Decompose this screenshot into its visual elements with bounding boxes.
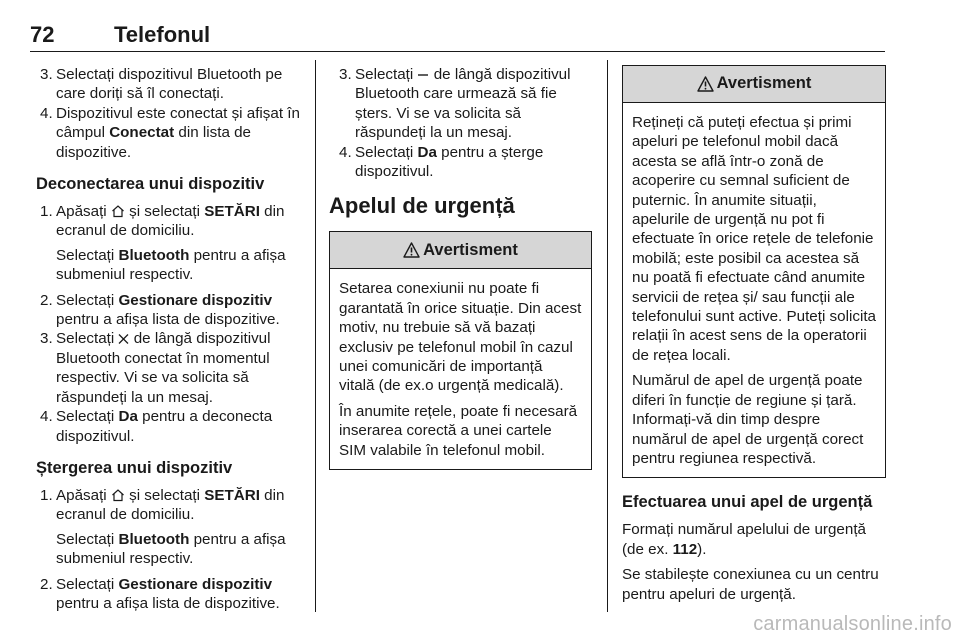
delete-step-2: 2. Selectați Gestionare dispozitiv pentru a afișa lista de dispozitive.: [40, 575, 280, 612]
home-icon: [111, 488, 125, 502]
warning-triangle-icon: [403, 242, 420, 258]
column-1: [30, 65, 300, 613]
minus-icon: [417, 69, 429, 81]
column-2: [329, 65, 592, 470]
warning-box-1: [329, 231, 592, 470]
disconnect-step-2: 2. Selectați Gestionare dispozitiv pentru a afișa lista de dispozitive.: [40, 291, 280, 329]
warning-body: Setarea conexiunii nu poate fi garantată în orice situație. Din acest motiv, nu trebuie să vă bazați exclusiv pe telefonul mobil în cazul unei comunicări de importanță vitală (de ex.o urgență medicală). În anumite rețele, poate fi necesară inserarea corectă a unei cartele SIM valabile în telefonul mobil.: [339, 280, 582, 459]
column-divider-1: [315, 60, 316, 612]
heading-make-emergency-call: Efectuarea unui apel de urgență: [622, 493, 873, 512]
warning-header: Avertisment: [330, 232, 591, 269]
heading-emergency-call: Apelul de urgență: [329, 193, 515, 219]
warning-triangle-icon: [697, 76, 714, 92]
heading-delete-device: Ștergerea unui dispozitiv: [36, 458, 233, 477]
page-number: 72: [30, 22, 55, 47]
step-select-device: 3. Selectați dispozitivul Bluetooth pe care doriți să îl conectați.: [40, 66, 283, 103]
disconnect-step-4: 4. Selectați Da pentru a deconecta dispozitivul.: [40, 408, 273, 445]
delete-step-1: 1. Apăsați și selectați SETĂRI din ecranul de domiciliu. Selectați Bluetooth pentru a afișa submeniul respectiv.: [40, 486, 286, 568]
dial-instruction: Formați numărul apelului de urgență (de ex. 112).: [622, 521, 866, 558]
heading-disconnect-device: Deconectarea unui dispozitiv: [36, 175, 265, 194]
disconnect-step-1: 1. Apăsați și selectați SETĂRI din ecranul de domiciliu. Selectați Bluetooth pentru a afișa submeniul respectiv.: [40, 203, 286, 284]
column-divider-2: [607, 60, 608, 612]
home-icon: [111, 204, 125, 218]
warning-body: Rețineți că puteți efectua și primi apeluri pe telefonul mobil dacă acesta se află într-o zonă de acoperire cu semnal suficient de puternic. În anumite situații, apelurile de urgență nu pot fi efectuate în orice rețele de telefonie mobilă; este posibil ca acestea să nu poată fi efectuate când anumite servicii de rețea și/ sau funcții ale telefonului sunt active. Puteți solicita relații în acest sens de la operatorii de rețea locali. Numărul de apel de urgență poate diferi în funcție de regiune și țară. Informați-vă din timp despre numărul de apel de urgență corect pentru regiunea respectivă.: [632, 114, 876, 467]
page-title: Telefonul: [114, 22, 211, 47]
watermark: carmanualsonline.info: [753, 613, 952, 635]
step-device-connected: 4. Dispozitivul este conectat și afișat în câmpul Conectat din lista de dispozitive.: [40, 104, 300, 161]
x-close-icon: [118, 333, 129, 345]
column-3: [622, 65, 886, 610]
disconnect-step-3: 3. Selectați de lângă dispozitivul Bluetooth conectat în momentul respectiv. Vi se va solicita să răspundeți la un mesaj.: [40, 330, 271, 406]
header-rule: [30, 51, 885, 52]
warning-box-2: [622, 65, 886, 478]
warning-header: Avertisment: [623, 66, 885, 103]
connection-note: Se stabilește conexiunea cu un centru pentru apeluri de urgență.: [622, 566, 879, 603]
delete-step-4: 4. Selectați Da pentru a șterge dispozitivul.: [339, 143, 544, 181]
delete-step-3: 3. Selectați de lângă dispozitivul Bluetooth care urmează să fie șters. Vi se va solicita să răspundeți la un mesaj.: [339, 66, 571, 142]
